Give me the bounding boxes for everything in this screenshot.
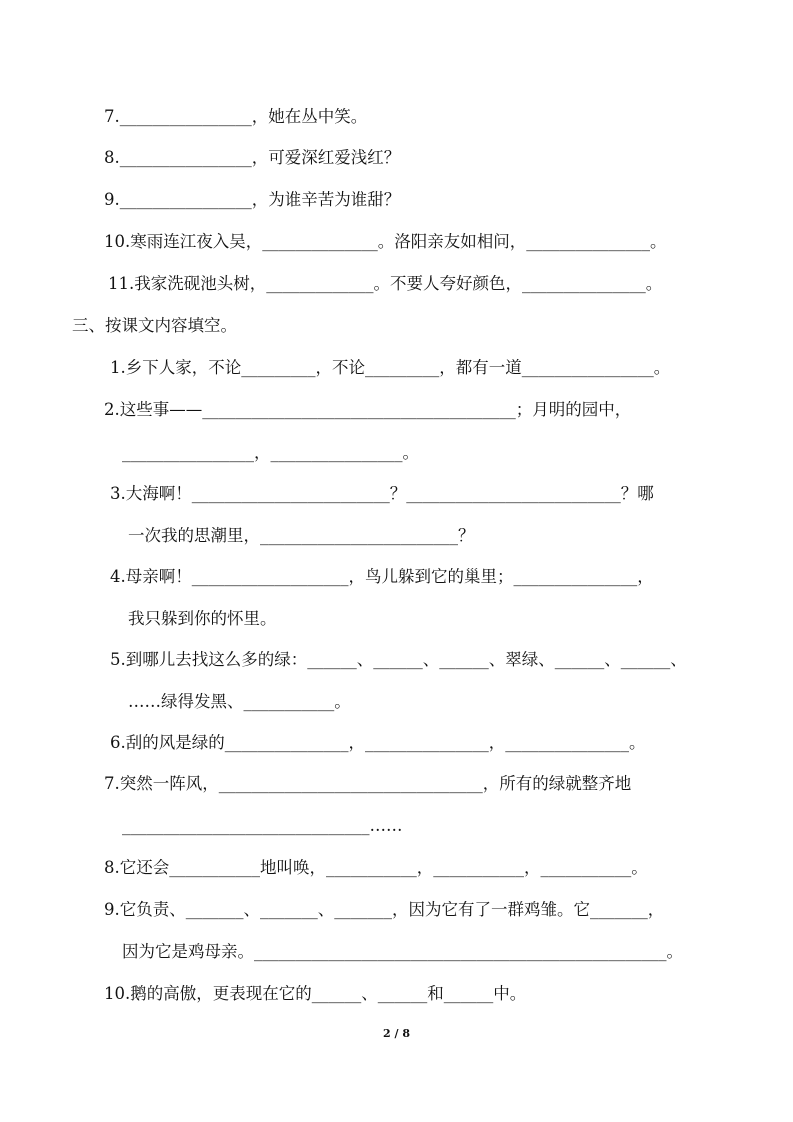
s3-question-8-line: 8.它还会___________地叫唤，___________，___________，___________。 <box>104 858 648 877</box>
question-11-line: 11.我家洗砚池头树，_____________。不要人夸好颜色，_______________。 <box>108 274 663 293</box>
s3-question-7-cont: ______________________________…… <box>122 816 403 835</box>
s3-question-10-line: 10.鹅的高傲，更表现在它的______、______和______中。 <box>104 984 527 1003</box>
s3-question-5-cont: ……绿得发黑、___________。 <box>128 692 351 711</box>
s3-question-4-line: 4.母亲啊！___________________，鸟儿躲到它的巢里；_______________， <box>110 567 654 586</box>
question-8-line: 8.________________，可爱深红爱浅红？ <box>104 148 401 167</box>
question-7-line: 7.________________，她在丛中笑。 <box>104 107 368 126</box>
s3-question-4-cont: 我只躲到你的怀里。 <box>128 609 277 628</box>
s3-question-2-cont: ________________，________________。 <box>122 443 419 462</box>
page-number: 2 / 8 <box>383 1027 410 1040</box>
question-10-line: 10.寒雨连江夜入吴，______________。洛阳亲友如相问，_______________。 <box>104 232 667 251</box>
s3-question-3-cont: 一次我的思潮里，________________________？ <box>128 526 475 545</box>
s3-question-7-line: 7.突然一阵风，________________________________，所有的绿就整齐地 <box>104 774 632 793</box>
section-three-heading: 三、按课文内容填空。 <box>72 316 237 335</box>
s3-question-6-line: 6.刮的风是绿的_______________，_______________，_______________。 <box>110 733 646 752</box>
s3-question-9-cont: 因为它是鸡母亲。__________________________________________________。 <box>122 942 683 961</box>
s3-question-2-line: 2.这些事——______________________________________；月明的园中， <box>104 400 632 419</box>
s3-question-9-line: 9.它负责、_______、_______、_______，因为它有了一群鸡雏。它_______， <box>104 900 665 919</box>
s3-question-3-line: 3.大海啊！________________________？__________________________？哪 <box>110 484 654 503</box>
question-9-line: 9.________________，为谁辛苦为谁甜？ <box>104 190 401 209</box>
s3-question-5-line: 5.到哪儿去找这么多的绿：______、______、______、翠绿、______、______、 <box>110 650 687 669</box>
s3-question-1-line: 1.乡下人家，不论_________，不论_________，都有一道________________。 <box>110 358 671 377</box>
